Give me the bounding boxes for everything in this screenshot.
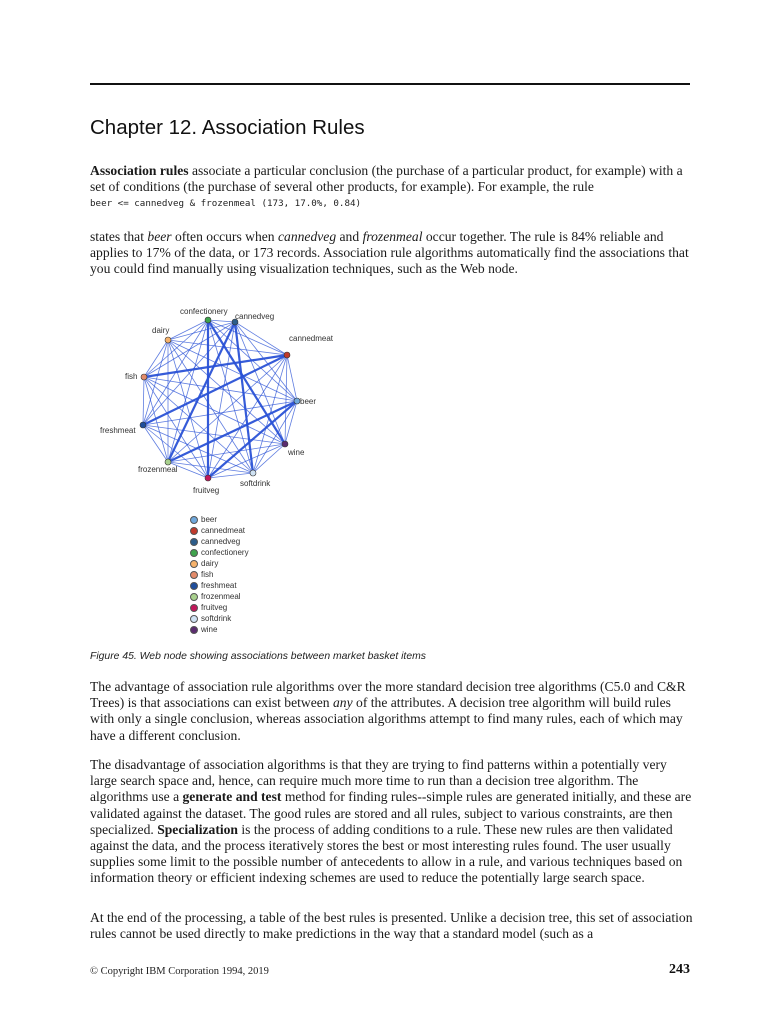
node-label-freshmeat: freshmeat [100, 426, 136, 435]
legend-swatch [190, 593, 198, 601]
legend-item-cannedveg [190, 536, 249, 547]
intro-text: associate a particular conclusion (the purchase of a particular product, for example) with a set of conditions (the purchase of several other products, for example). For example, the rule [90, 163, 683, 195]
legend-label: fish [201, 570, 214, 579]
legend-label: frozenmeal [201, 592, 241, 601]
legend-swatch [190, 549, 198, 557]
legend-swatch [190, 527, 198, 535]
node-cannedmeat [284, 352, 290, 358]
node-label-beer: beer [300, 397, 317, 406]
legend-label: freshmeat [201, 581, 237, 590]
legend-item-softdrink [190, 613, 249, 624]
association-link [168, 322, 235, 340]
frozenmeal-term: frozenmeal [362, 229, 423, 244]
node-softdrink [250, 470, 256, 476]
node-freshmeat [140, 422, 146, 428]
legend-item-frozenmeal [190, 591, 249, 602]
intro-paragraph [90, 163, 694, 195]
node-label-fish: fish [125, 372, 138, 381]
node-label-confectionery: confectionery [180, 307, 228, 316]
web-node-graph [90, 300, 350, 500]
processing-paragraph: At the end of the processing, a table of the best rules is presented. Unlike a decision tree, this set of association rules cannot be used directly to make predictions in the way that a standard model (such as a [90, 910, 693, 942]
legend-item-dairy [190, 558, 249, 569]
disadvantage-paragraph: The disadvantage of association algorithms is that they are trying to find patterns within a potentially very large search space and, hence, can require much more time to run than a decision tree algorithm. The algorithms use a generate and test method for finding rules--simple rules are generated initially, and these are validated against the dataset. The good rules are stored and all rules, subject to various constraints, are then specialized. Specialization is the process of adding conditions to a rule. These new rules are then validated against the data, and the process iteratively stores the best or most interesting rules found. The user usually supplies some limit to the possible number of antecedents to allow in a rule, and various techniques based on information theory or efficient indexing schemes are used to reduce the potentially large search space. [90, 757, 692, 886]
legend-swatch [190, 560, 198, 568]
node-label-dairy: dairy [152, 326, 170, 335]
figure-caption: Figure 45. Web node showing associations between market basket items [90, 651, 426, 662]
legend-label: softdrink [201, 614, 232, 623]
page-title: Chapter 12. Association Rules [90, 116, 365, 139]
node-label-softdrink: softdrink [240, 479, 271, 488]
association-link [208, 444, 285, 478]
beer-term: beer [147, 229, 172, 244]
specialization-term: Specialization [157, 821, 238, 837]
association-link [235, 322, 287, 355]
node-wine [282, 441, 288, 447]
legend-label: fruitveg [201, 603, 228, 612]
node-label-wine: wine [288, 448, 305, 457]
rule-example-code: beer <= cannedveg & frozenmeal (173, 17.0%, 0.84) [90, 198, 362, 209]
any-term: any [333, 695, 353, 711]
legend-item-fish [190, 569, 249, 580]
figure-legend [190, 514, 249, 635]
web-node-figure [90, 300, 350, 505]
generate-and-test-term: generate and test [182, 789, 282, 805]
legend-label: dairy [201, 559, 219, 568]
legend-item-fruitveg [190, 602, 249, 613]
legend-label: beer [201, 515, 218, 524]
association-link [143, 377, 144, 425]
node-label-cannedveg: cannedveg [235, 312, 275, 321]
legend-swatch [190, 615, 198, 623]
legend-item-wine [190, 624, 249, 635]
legend-swatch [190, 571, 198, 579]
legend-swatch [190, 538, 198, 546]
page-number: 243 [669, 962, 690, 977]
association-links [143, 320, 297, 478]
legend-swatch [190, 516, 198, 524]
cannedveg-term: cannedveg [278, 229, 337, 244]
legend-label: wine [201, 625, 218, 634]
legend-item-cannedmeat [190, 525, 249, 536]
legend-item-freshmeat [190, 580, 249, 591]
intro-term: Association rules [90, 163, 189, 178]
legend-label: cannedmeat [201, 526, 246, 535]
advantage-paragraph: The advantage of association rule algorithms over the more standard decision tree algorithms (C5.0 and C&R Trees) is that associations can exist between any of the attributes. A decision tree algorithm will build rules with only a single conclusion, whereas association algorithms attempt to find many rules, each of which may have a different conclusion. [90, 679, 686, 743]
node-confectionery [205, 317, 211, 323]
node-fish [141, 374, 147, 380]
copyright-notice: © Copyright IBM Corporation 1994, 2019 [90, 966, 269, 977]
node-fruitveg [205, 475, 211, 481]
association-link [208, 473, 253, 478]
legend-swatch [190, 604, 198, 612]
node-label-fruitveg: fruitveg [193, 486, 220, 495]
node-dairy [165, 337, 171, 343]
legend-label: cannedveg [201, 537, 241, 546]
legend-item-confectionery [190, 547, 249, 558]
legend-label: confectionery [201, 548, 249, 557]
legend-item-beer [190, 514, 249, 525]
header-rule [90, 83, 690, 85]
node-label-frozenmeal: frozenmeal [138, 465, 178, 474]
legend-swatch [190, 582, 198, 590]
rule-explanation-paragraph: states that beer often occurs when cannedveg and frozenmeal occur together. The rule is 84% reliable and applies to 17% of the data, or 173 records. Association rule algorithms automatically find the associations that you could find manually using visualization techniques, such as the Web node. [90, 229, 689, 277]
association-link [143, 340, 168, 425]
association-link [168, 340, 285, 444]
legend-swatch [190, 626, 198, 634]
node-label-cannedmeat: cannedmeat [289, 334, 334, 343]
